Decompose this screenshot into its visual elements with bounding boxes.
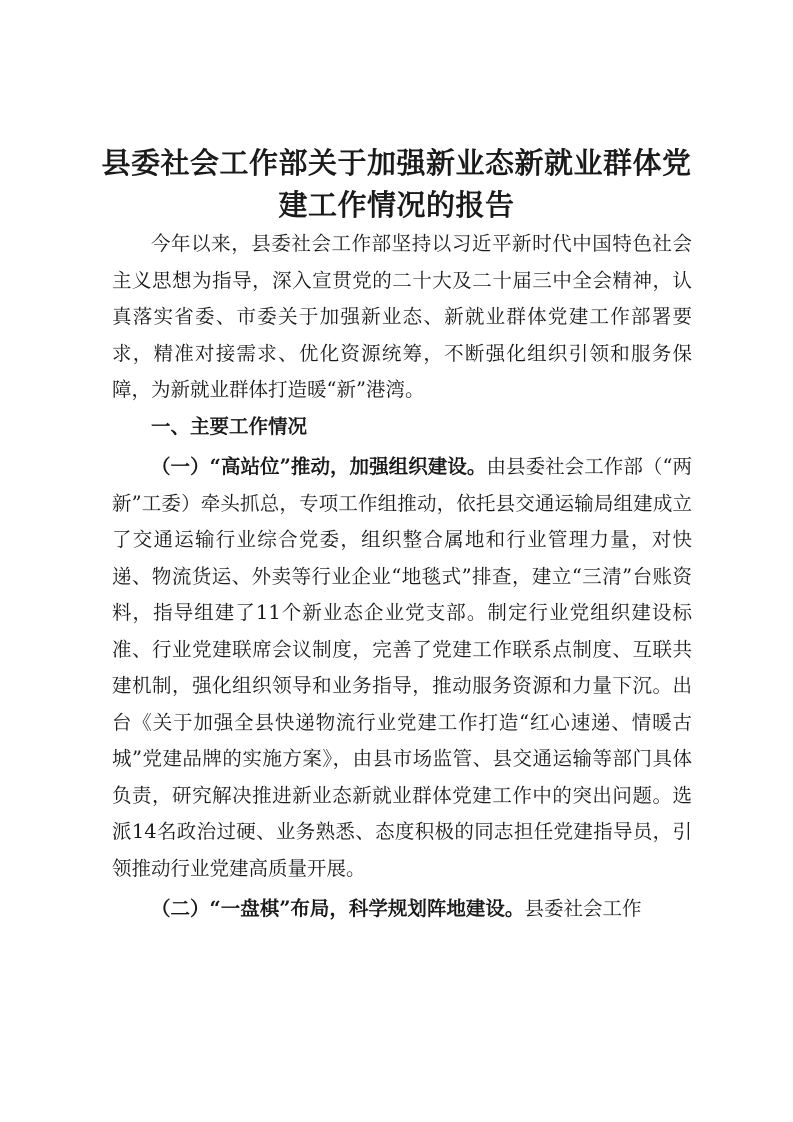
- document-title: [100, 142, 693, 226]
- item-1-lead: （一）“高站位”推动，加强组织建设。: [151, 455, 487, 478]
- title-line-1: 县委社会工作部关于加强新业态新就业群体党: [101, 146, 692, 180]
- item-1-text: 由县委社会工作部（“两新”工委）牵头抓总，专项工作组推动，依托县交通运输局组建成立了交通运输行业综合党委，组织整合属地和行业管理力量，对快递、物流货运、外卖等行业企业“地毯式”排查，建立“三清”台账资料，指导组建了11个新业态企业党支部。制定行业党组织建设标准、行业党建联席会议制度，完善了党建工作联系点制度、互联共建机制，强化组织领导和业务指导，推动服务资源和力量下沉。出台《关于加强全县快递物流行业党建工作打造“红心速递、情暖古城”党建品牌的实施方案》，由县市场监管、县交通运输等部门具体负责，研究解决推进新业态新就业群体党建工作中的突出问题。选派14名政治过硬、业务熟悉、态度积极的同志担任党建指导员，引领推动行业党建高质量开展。: [112, 455, 692, 880]
- title-line-2: 建工作情况的报告: [278, 188, 515, 222]
- document-body: [112, 226, 692, 928]
- item-1-paragraph: [112, 449, 692, 887]
- item-2-paragraph: [112, 891, 692, 928]
- item-2-lead: （二）“一盘棋”布局，科学规划阵地建设。: [151, 897, 525, 920]
- item-2-text: 县委社会工作: [524, 897, 642, 920]
- section-heading: 一、主要工作情况: [151, 414, 308, 438]
- intro-paragraph: 今年以来，县委社会工作部坚持以习近平新时代中国特色社会主义思想为指导，深入宣贯党的二十大及二十届三中全会精神，认真落实省委、市委关于加强新业态、新就业群体党建工作部署要求，精准对接需求、优化资源统筹，不断强化组织引领和服务保障，为新就业群体打造暖“新”港湾。: [112, 232, 692, 401]
